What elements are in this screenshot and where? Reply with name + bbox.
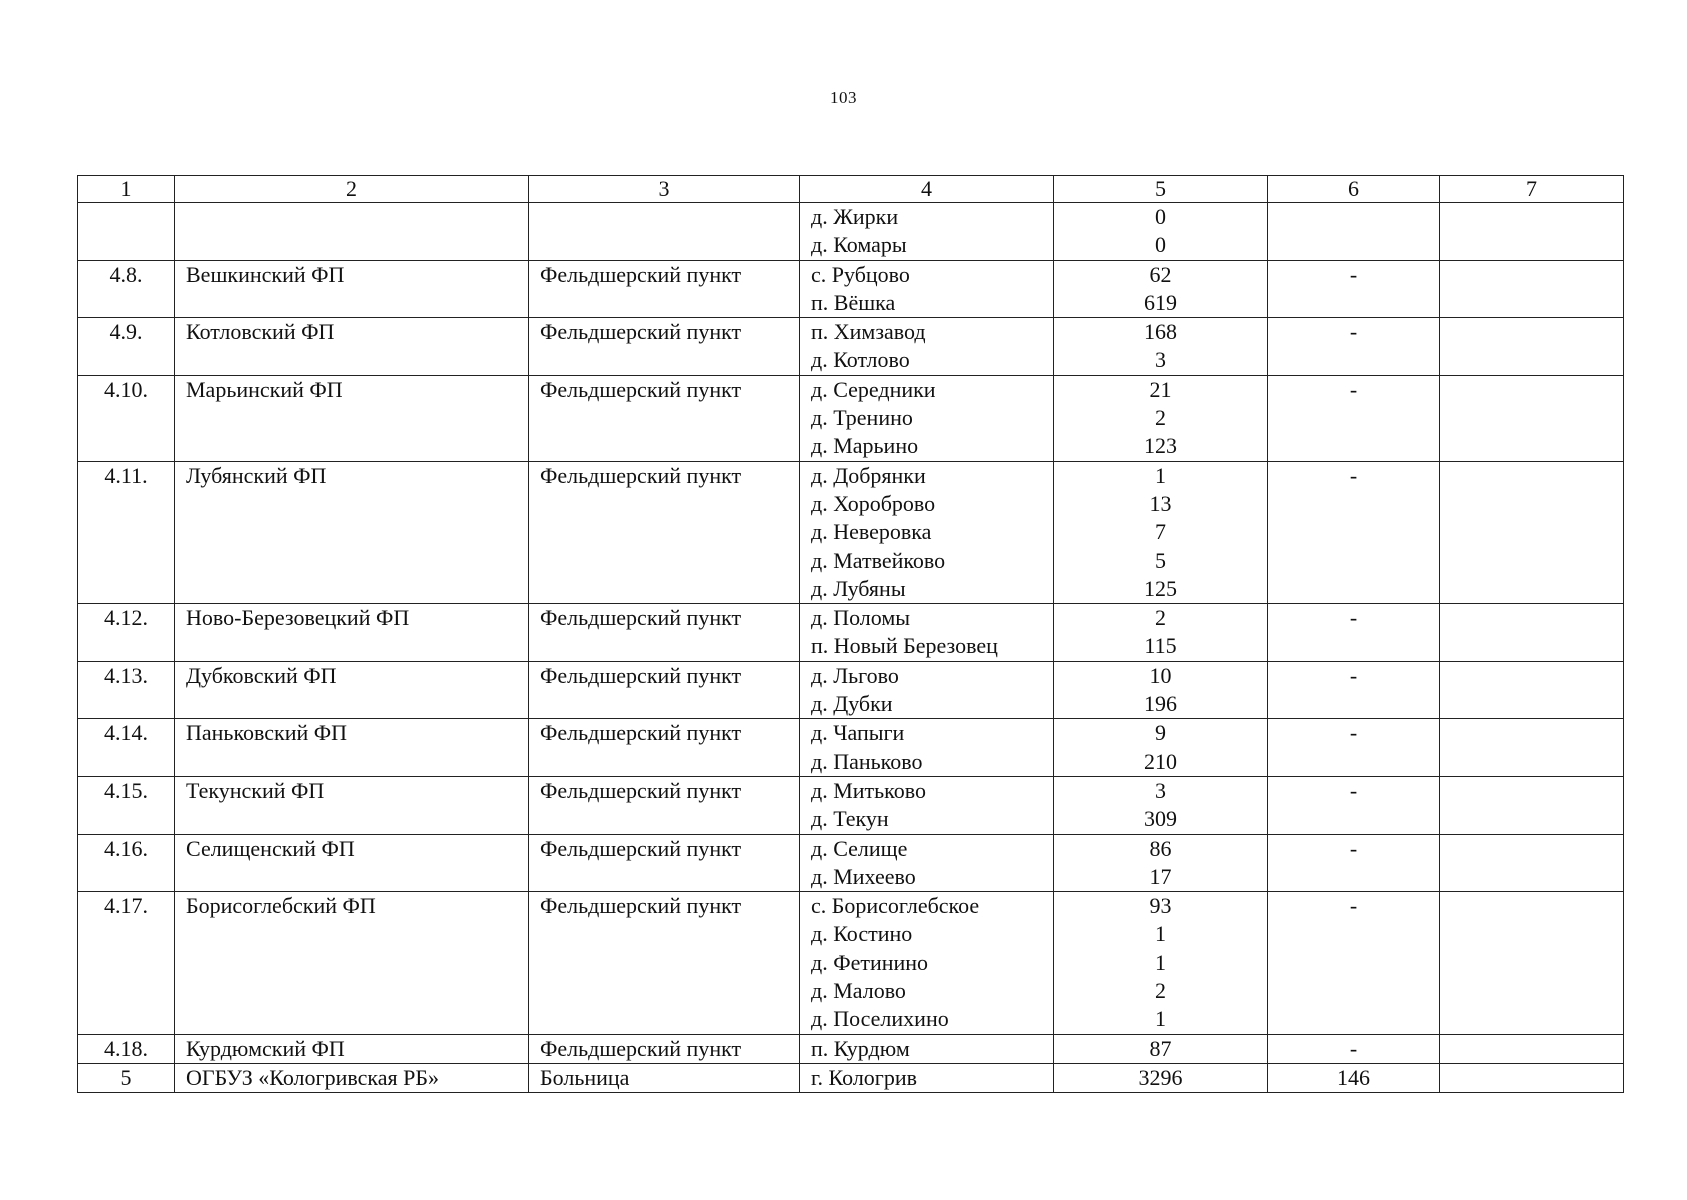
header-cell-3: 3 bbox=[529, 176, 800, 203]
population-cell bbox=[1054, 203, 1268, 261]
column-6-cell: - bbox=[1268, 375, 1440, 461]
header-cell-4: 4 bbox=[800, 176, 1054, 203]
column-7-cell bbox=[1440, 461, 1624, 603]
settlement-name: п. Вёшка bbox=[811, 289, 896, 315]
settlement-name: д. Селище bbox=[811, 835, 908, 861]
population-cell bbox=[1054, 776, 1268, 834]
column-6-cell: - bbox=[1268, 318, 1440, 376]
row-number-cell: 4.10. bbox=[78, 375, 175, 461]
population-value: 0 bbox=[1155, 204, 1166, 229]
column-7-cell bbox=[1440, 604, 1624, 662]
facility-name-cell: Борисоглебский ФП bbox=[175, 892, 529, 1034]
settlement-name: д. Лубяны bbox=[811, 575, 906, 601]
settlement-name: д. Дубки bbox=[811, 691, 893, 717]
population-cell bbox=[1054, 318, 1268, 376]
table-row bbox=[78, 834, 1624, 892]
population-value: 5 bbox=[1155, 547, 1166, 573]
population-cell bbox=[1054, 1063, 1268, 1092]
facility-type-cell: Фельдшерский пункт bbox=[529, 318, 800, 376]
facility-name-cell: ОГБУЗ «Кологривская РБ» bbox=[175, 1063, 529, 1092]
header-cell-2: 2 bbox=[175, 176, 529, 203]
settlement-name: д. Неверовка bbox=[811, 519, 932, 545]
settlement-name: с. Рубцово bbox=[811, 261, 910, 287]
row-number-cell: 4.16. bbox=[78, 834, 175, 892]
population-value: 123 bbox=[1144, 433, 1177, 459]
population-value: 115 bbox=[1144, 633, 1177, 659]
facilities-table bbox=[77, 175, 1624, 1093]
settlement-name: с. Борисоглебское bbox=[811, 893, 980, 919]
settlements-cell bbox=[800, 604, 1054, 662]
settlement-name: д. Митьково bbox=[811, 777, 926, 803]
facility-type-cell: Фельдшерский пункт bbox=[529, 375, 800, 461]
column-7-cell bbox=[1440, 892, 1624, 1034]
column-7-cell bbox=[1440, 318, 1624, 376]
facility-name-cell: Текунский ФП bbox=[175, 776, 529, 834]
row-number-cell bbox=[78, 203, 175, 261]
population-value: 1 bbox=[1155, 462, 1166, 488]
table-header-row bbox=[78, 176, 1624, 203]
column-6-cell: - bbox=[1268, 661, 1440, 719]
population-value: 0 bbox=[1155, 232, 1166, 258]
settlement-name: д. Комары bbox=[811, 232, 907, 258]
population-value: 1 bbox=[1155, 949, 1166, 975]
settlement-name: д. Паньково bbox=[811, 748, 923, 774]
population-value: 196 bbox=[1144, 691, 1177, 717]
population-cell bbox=[1054, 661, 1268, 719]
table-row bbox=[78, 604, 1624, 662]
settlement-name: п. Курдюм bbox=[811, 1035, 910, 1061]
population-value: 13 bbox=[1149, 490, 1172, 516]
settlement-name: д. Льгово bbox=[811, 662, 899, 688]
facility-type-cell: Фельдшерский пункт bbox=[529, 776, 800, 834]
settlements-cell bbox=[800, 892, 1054, 1034]
settlements-cell bbox=[800, 375, 1054, 461]
table-row bbox=[78, 375, 1624, 461]
column-7-cell bbox=[1440, 260, 1624, 318]
column-6-cell: - bbox=[1268, 260, 1440, 318]
row-number-cell: 4.11. bbox=[78, 461, 175, 603]
table-row bbox=[78, 1034, 1624, 1063]
settlements-cell bbox=[800, 834, 1054, 892]
settlement-name: д. Хороброво bbox=[811, 490, 936, 516]
population-value: 93 bbox=[1149, 893, 1172, 919]
population-value: 125 bbox=[1144, 575, 1177, 601]
population-value: 87 bbox=[1149, 1035, 1172, 1061]
row-number-cell: 4.13. bbox=[78, 661, 175, 719]
column-7-cell bbox=[1440, 834, 1624, 892]
facility-name-cell: Котловский ФП bbox=[175, 318, 529, 376]
settlements-cell bbox=[800, 719, 1054, 777]
column-6-cell: - bbox=[1268, 604, 1440, 662]
header-cell-1: 1 bbox=[78, 176, 175, 203]
row-number-cell: 4.8. bbox=[78, 260, 175, 318]
settlement-name: д. Фетинино bbox=[811, 949, 929, 975]
population-value: 62 bbox=[1149, 261, 1172, 287]
population-value: 9 bbox=[1155, 720, 1166, 746]
population-value: 2 bbox=[1155, 605, 1166, 631]
settlement-name: д. Жирки bbox=[811, 204, 899, 229]
facility-type-cell: Больница bbox=[529, 1063, 800, 1092]
population-cell bbox=[1054, 461, 1268, 603]
settlement-name: д. Костино bbox=[811, 921, 913, 947]
settlements-cell bbox=[800, 1063, 1054, 1092]
column-6-cell: - bbox=[1268, 1034, 1440, 1063]
column-6-cell: - bbox=[1268, 892, 1440, 1034]
population-value: 21 bbox=[1149, 376, 1172, 402]
facility-type-cell: Фельдшерский пункт bbox=[529, 834, 800, 892]
column-7-cell bbox=[1440, 719, 1624, 777]
settlement-name: п. Химзавод bbox=[811, 319, 926, 345]
population-value: 3 bbox=[1155, 777, 1166, 803]
table-row bbox=[78, 461, 1624, 603]
column-6-cell: - bbox=[1268, 461, 1440, 603]
population-cell bbox=[1054, 375, 1268, 461]
population-cell bbox=[1054, 719, 1268, 777]
row-number-cell: 4.14. bbox=[78, 719, 175, 777]
facility-name-cell: Марьинский ФП bbox=[175, 375, 529, 461]
row-number-cell: 4.17. bbox=[78, 892, 175, 1034]
facility-name-cell: Ново-Березовецкий ФП bbox=[175, 604, 529, 662]
column-7-cell bbox=[1440, 203, 1624, 261]
population-value: 2 bbox=[1155, 405, 1166, 431]
settlement-name: д. Добрянки bbox=[811, 462, 926, 488]
facility-type-cell: Фельдшерский пункт bbox=[529, 461, 800, 603]
settlement-name: д. Поселихино bbox=[811, 1006, 949, 1032]
facility-type-cell: Фельдшерский пункт bbox=[529, 719, 800, 777]
population-value: 309 bbox=[1144, 806, 1177, 832]
population-value: 10 bbox=[1149, 662, 1172, 688]
row-number-cell: 5 bbox=[78, 1063, 175, 1092]
population-value: 210 bbox=[1144, 748, 1177, 774]
table-row bbox=[78, 719, 1624, 777]
settlements-cell bbox=[800, 318, 1054, 376]
row-number-cell: 4.18. bbox=[78, 1034, 175, 1063]
population-cell bbox=[1054, 260, 1268, 318]
table-row bbox=[78, 661, 1624, 719]
column-6-cell: 146 bbox=[1268, 1063, 1440, 1092]
header-cell-6: 6 bbox=[1268, 176, 1440, 203]
facility-type-cell: Фельдшерский пункт bbox=[529, 260, 800, 318]
settlement-name: д. Чапыги bbox=[811, 720, 905, 746]
settlement-name: д. Малово bbox=[811, 978, 906, 1004]
settlements-cell bbox=[800, 661, 1054, 719]
row-number-cell: 4.12. bbox=[78, 604, 175, 662]
column-7-cell bbox=[1440, 661, 1624, 719]
facility-name-cell: Курдюмский ФП bbox=[175, 1034, 529, 1063]
settlements-cell bbox=[800, 1034, 1054, 1063]
row-number-cell: 4.15. bbox=[78, 776, 175, 834]
facility-name-cell bbox=[175, 203, 529, 261]
population-value: 86 bbox=[1149, 835, 1172, 861]
settlement-name: г. Кологрив bbox=[811, 1064, 917, 1090]
population-value: 17 bbox=[1149, 863, 1172, 889]
population-cell bbox=[1054, 1034, 1268, 1063]
column-7-cell bbox=[1440, 776, 1624, 834]
column-7-cell bbox=[1440, 375, 1624, 461]
population-cell bbox=[1054, 834, 1268, 892]
column-6-cell bbox=[1268, 203, 1440, 261]
facility-name-cell: Селищенский ФП bbox=[175, 834, 529, 892]
population-value: 2 bbox=[1155, 978, 1166, 1004]
settlement-name: д. Марьино bbox=[811, 433, 919, 459]
population-value: 7 bbox=[1155, 519, 1166, 545]
facility-name-cell: Дубковский ФП bbox=[175, 661, 529, 719]
settlement-name: д. Середники bbox=[811, 376, 936, 402]
population-value: 619 bbox=[1144, 289, 1177, 315]
settlement-name: д. Поломы bbox=[811, 605, 911, 631]
facility-type-cell bbox=[529, 203, 800, 261]
population-value: 1 bbox=[1155, 921, 1166, 947]
facility-type-cell: Фельдшерский пункт bbox=[529, 892, 800, 1034]
column-7-cell bbox=[1440, 1034, 1624, 1063]
table-row bbox=[78, 892, 1624, 1034]
table-row bbox=[78, 203, 1624, 261]
facility-name-cell: Паньковский ФП bbox=[175, 719, 529, 777]
header-cell-7: 7 bbox=[1440, 176, 1624, 203]
settlements-cell bbox=[800, 203, 1054, 261]
population-cell bbox=[1054, 892, 1268, 1034]
column-7-cell bbox=[1440, 1063, 1624, 1092]
table-row bbox=[78, 776, 1624, 834]
settlement-name: д. Тренино bbox=[811, 405, 913, 431]
table-row bbox=[78, 260, 1624, 318]
facility-type-cell: Фельдшерский пункт bbox=[529, 661, 800, 719]
settlement-name: д. Матвейково bbox=[811, 547, 946, 573]
population-value: 1 bbox=[1155, 1006, 1166, 1032]
facility-type-cell: Фельдшерский пункт bbox=[529, 604, 800, 662]
column-6-cell: - bbox=[1268, 776, 1440, 834]
column-6-cell: - bbox=[1268, 834, 1440, 892]
facility-name-cell: Лубянский ФП bbox=[175, 461, 529, 603]
facility-name-cell: Вешкинский ФП bbox=[175, 260, 529, 318]
settlement-name: д. Котлово bbox=[811, 347, 910, 373]
population-value: 3 bbox=[1155, 347, 1166, 373]
row-number-cell: 4.9. bbox=[78, 318, 175, 376]
settlements-cell bbox=[800, 260, 1054, 318]
settlement-name: п. Новый Березовец bbox=[811, 633, 998, 659]
settlement-name: д. Текун bbox=[811, 806, 889, 832]
population-value: 3296 bbox=[1138, 1064, 1183, 1090]
table-row bbox=[78, 318, 1624, 376]
table-row bbox=[78, 1063, 1624, 1092]
population-cell bbox=[1054, 604, 1268, 662]
settlements-cell bbox=[800, 776, 1054, 834]
facility-type-cell: Фельдшерский пункт bbox=[529, 1034, 800, 1063]
column-6-cell: - bbox=[1268, 719, 1440, 777]
settlement-name: д. Михеево bbox=[811, 863, 916, 889]
population-value: 168 bbox=[1144, 319, 1177, 345]
page-number: 103 bbox=[830, 88, 857, 107]
header-cell-5: 5 bbox=[1054, 176, 1268, 203]
settlements-cell bbox=[800, 461, 1054, 603]
